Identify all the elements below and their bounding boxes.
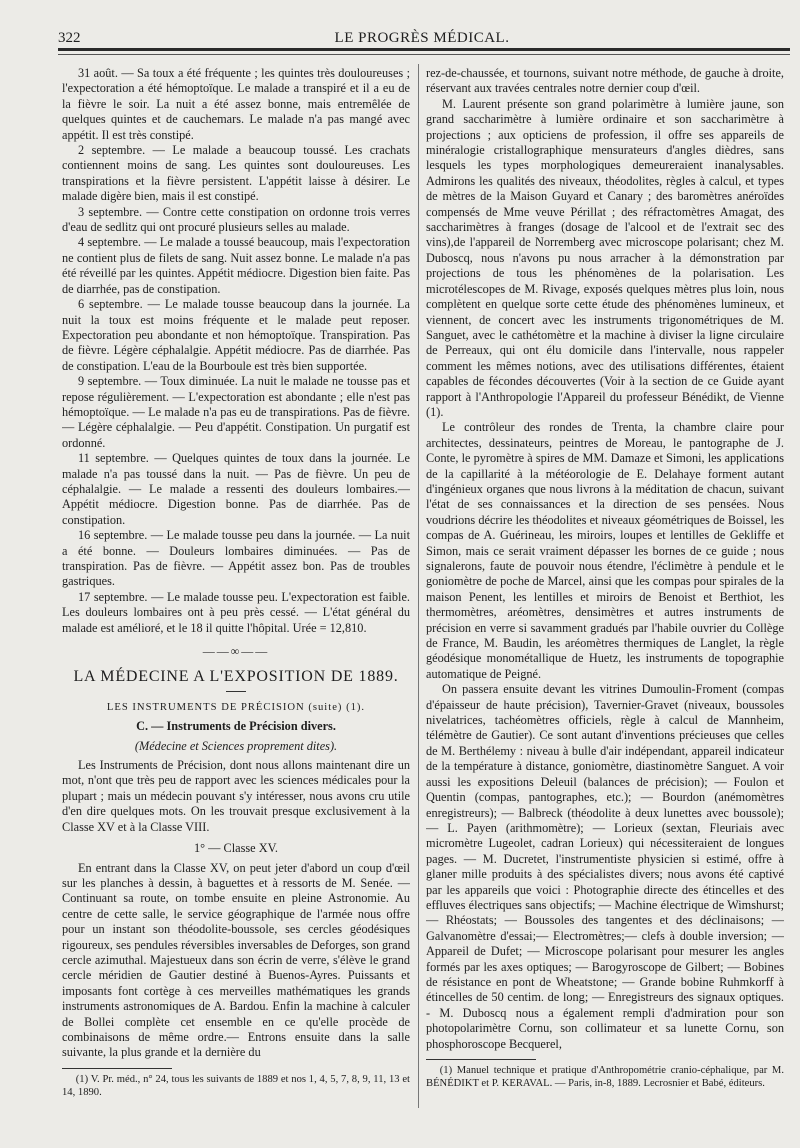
paragraph: 2 septembre. — Le malade a beaucoup toussé. Les crachats contiennent moins de sang. Les quintes sont douloureuses. Les transpirations et la fièvre persistent. L'appétit laisse à désirer. Le malade digère bien, mais il est constipé. — [62, 143, 410, 204]
footnote: (1) V. Pr. méd., n° 24, tous les suivants de 1889 et nos 1, 4, 5, 7, 8, 9, 11, 13 et 14, 1890. — [62, 1073, 410, 1098]
subsection-heading: LES INSTRUMENTS DE PRÉCISION (suite) (1). — [106, 701, 366, 713]
ornament-divider: ——∞—— — [202, 644, 270, 659]
subheading-c: C. — Instruments de Précision divers. — [136, 719, 336, 734]
header-rule-thin — [58, 54, 790, 55]
right-column — [426, 66, 784, 1118]
paragraph: Le contrôleur des rondes de Trenta, la chambre claire pour architectes, dessinateurs, peintres de Moreau, le pantographe de J. Conte, le pyromètre à spires de MM. Damaze et Simoni, les applications de la capillarité à la météorologie de E. Delahaye forment autant d'ingénieux organes que nous livrons à la méditation de chacun, suivant l'état de ses connaissances et la direction de ses pensées. Nous voudrions décrire les théodolites et niveaux géométriques de Boissel, les compas de A. Guérineau, les miroirs, loupes et lentilles de Gekliffe et Simon, mais ce serait vraiment dépasser les bornes de ce guide ; nous signalerons, faute de pouvoir nous étendre, l'éclimètre à pendule et le goniomètre de poche de Marcel, ainsi que les compas pour spirales de la maison Penent, les lentilles et miroirs de Benoist et Berthiot, les thermomètres, aréomètres, densimètres et autres instruments de précision en verre si savamment gradués par l'habile ouvrier du Collège de France, M. Baudin, les aréomètres thermiques de Langlet, la règle géodésique monométallique de Huetz, les instruments de topographie automatique de Peigné. — [426, 420, 784, 681]
paragraph: 31 août. — Sa toux a été fréquente ; les quintes très douloureuses ; l'expectoration a été hémoptoïque. Le malade a transpiré et il a eu de la fièvre le soir. La nuit a été assez bonne, mais entremêlée de quelques quintes et de cauchemars. Le malade n'a pas mangé avec appétit. Il est très constipé. — [62, 66, 410, 142]
paragraph: On passera ensuite devant les vitrines Dumoulin-Froment (compas d'épaisseur de haute précision), Tavernier-Gravet (niveaux, boussoles nivelatrices, tachéomètres officiels, règle à calcul de Mannheim, télémètre de Gautier). Ce sont autant d'inventions précieuses que celles de M. Berthélemy : niveau à bulle d'air indépendant, appareil indicateur de la température à distance, goniomètre, diastinomètre Sanguet. A voir aussi les expositions Deleuil (balances de précision); — Foulon et Quentin (compas, pantographes, etc.); — Bourdon (anémomètres enregistreurs); — Balbreck (théodolite à deux lunettes avec boussole); — L. Payen (arithmomètre); — Lorieux (sextan, Fleuriais avec micromètre Lugeolet, cadran Lorieux) qui nécessiteraient de longues pages. — M. Ducretet, l'instrumentiste physicien si estimé, offre à glaner mille produits à des spécialistes divers; nous avons été captivé par les appareils que voici : Photographie directe des étincelles et des effluves électriques sans objectifs; — Machine électrique de Wimshurst; — Rhéostats; — Boussoles des tangentes et des déclinaisons; — Galvanomètre d'essai;— Electromètres;— clefs à double inversion; — Appareil de Dufet; — Microscope polarisant pour mesurer les angles formés par les axes optiques; — Barogyroscope de Gilbert; — Bobines de résistance en pont de Wheatstone; — Grande bobine Ruhmkorff à étincelles de 50 centim. de long; — Enregistreurs des signaux optiques. - M. Duboscq nous a également rempli d'admiration pour son photopolarimètre Cornu, son collimateur et sa lunette Cornu, son phosphoroscope Becquerel, — [426, 682, 784, 1051]
paragraph: 16 septembre. — Le malade tousse peu dans la journée. — La nuit a été bonne. — Douleurs lombaires diminuées. — Pas de transpiration. Pas de fièvre. — Appétit assez bon. Pas de troubles gastriques. — [62, 528, 410, 589]
paragraph: Les Instruments de Précision, dont nous allons maintenant dire un mot, n'ont que très peu de rapport avec les sciences médicales pour la plupart ; mais un médecin pouvant s'y intéresser, nous avons cru utile d'en dire quelques mots. On les trouvait presque exclusivement à la Classe XV et à la Classe VIII. — [62, 758, 410, 834]
page-header — [58, 22, 786, 44]
short-rule — [226, 691, 246, 692]
running-title: LE PROGRÈS MÉDICAL. — [334, 30, 510, 46]
section-title: LA MÉDECINE A L'EXPOSITION DE 1889. — [73, 668, 399, 686]
left-column — [62, 66, 410, 1118]
paragraph: 6 septembre. — Le malade tousse beaucoup dans la journée. La nuit la toux est moins fréquente et le malade peut reposer. Expectoration peu abondante et non hémoptoïque. Transpiration. Pas de fièvre. Légère céphalalgie. Appétit médiocre. Pas de diarrhée. Pas de constipation. L'eau de la Bourboule est très bien supportée. — [62, 297, 410, 373]
page-number: 322 — [58, 30, 81, 46]
footnote-rule — [426, 1059, 536, 1060]
paragraph: 11 septembre. — Quelques quintes de toux dans la journée. Le malade n'a pas toussé dans la nuit. — Pas de fièvre. Un peu de céphalalgie. — Le malade a ressenti des douleurs lombaires.— Appétit médiocre. Digestion bonne. Pas de diarrhée. Pas de constipation. — [62, 451, 410, 527]
paragraph: 3 septembre. — Contre cette constipation on ordonne trois verres d'eau de sedlitz qui ont procuré plusieurs selles au malade. — [62, 204, 410, 235]
column-divider — [418, 64, 419, 1108]
paragraph: M. Laurent présente son grand polarimètre à lumière jaune, son grand saccharimètre à lumière ordinaire et son saccharimètre à projections ; aux opticiens de profession, il offre ses appareils de minéralogie cristallographique mensurateurs d'angles dièdres, sans lesquels les types morphologiques demeureraient inanalysables. Admirons les qualités des niveaux, théodolites, règles à calcul, et types de mètres de la Maison Guyard et Canary ; des baromètres anéroïdes compensés de Mme veuve Périllat ; des réfractomètres Amagat, des saccharimètres à franges (dosage de l'alcool et de l'extrait sec des vins),de l'appareil de Norremberg avec microscope polarisant; chez M. Duboscq, nous n'avons pu nous arracher à la démonstration par projections de tous les phénomènes de la polarisation. Les microtélescopes de M. Rivage, exposés quelques mètres plus loin, nous complètent en quelque sorte cette étude des phénomènes lumineux, et viennent, de concert avec les instruments trigonométriques de M. Sanguet, avec le cathétomètre et la machine à diviser la ligne circulaire de Perreaux, qui ont élu domicile dans l'intervalle, nous rappeler comment les mêmes notions, avec des utilisations différentes, étaient capables de fécondes découvertes (Voir à la section de ce Guide ayant rapport à l'Anthropologie l'Appareil du professeur Bénédikt, de Vienne (1). — [426, 96, 784, 419]
paragraph: 17 septembre. — Le malade tousse peu. L'expectoration est faible. Les douleurs lombaires ont à peu près cessé. — L'état général du malade est amélioré, et le 18 il quitte l'hôpital. Urée = 12,810. — [62, 589, 410, 635]
paragraph: rez-de-chaussée, et tournons, suivant notre méthode, de gauche à droite, réservant aux travées centrales notre dernier coup d'œil. — [426, 66, 784, 96]
footnote: (1) Manuel technique et pratique d'Anthropométrie cranio-céphalique, par M. BÉNÉDIKT et P. KERAVAL. — Paris, in-8, 1889. Lecrosnier et Babé, éditeurs. — [426, 1065, 784, 1089]
footnote-rule — [62, 1068, 172, 1069]
paragraph: 4 septembre. — Le malade a toussé beaucoup, mais l'expectoration ne contient plus de filets de sang. Nuit assez bonne. Le malade n'a pas été réveillé par les quintes. Appétit médiocre. Digestion bien faite. Pas de diarrhée, pas de constipation. — [62, 235, 410, 296]
subheading-italic: (Médecine et Sciences proprement dites). — [134, 738, 338, 753]
paragraph: En entrant dans la Classe XV, on peut jeter d'abord un coup d'œil sur les planches à dessin, à baguettes et à ressorts de M. Senée. — Continuant sa route, on tombe ensuite en pleine Astronomie. Au centre de cette salle, le service géographique de l'armée nous offre pour un instant son théodolite-boussole, ses cercles géodésiques rigoureux, ses pendules réversibles inversables de Deforges, son grand cercle azimuthal. Majestueux dans son écrin de verre, s'élève le grand cercle méridien de Gautier destiné à Buenos-Ayres. Puissants et imposants font cortège à ces merveilles mathématiques les grands instruments astronomiques de A. Bardou. Enfin la machine à calculer de Bollei complète cet ensemble en ce qu'elle procède de combinaisons de même ordre.— Entrons ensuite dans la salle suivante, la plus grande et la dernière du — [62, 860, 410, 1060]
paragraph: 9 septembre. — Toux diminuée. La nuit le malade ne tousse pas et repose régulièrement. — L'expectoration est abondante ; elle n'est pas hémoptoïque. — Le malade n'a pas eu de transpirations. Pas de fièvre. — Légère céphalalgie. — Peu d'appétit. Constipation. Un purgatif est ordonné. — [62, 374, 410, 450]
classe-heading: 1° — Classe XV. — [194, 841, 278, 856]
header-rule-thick — [58, 48, 790, 51]
